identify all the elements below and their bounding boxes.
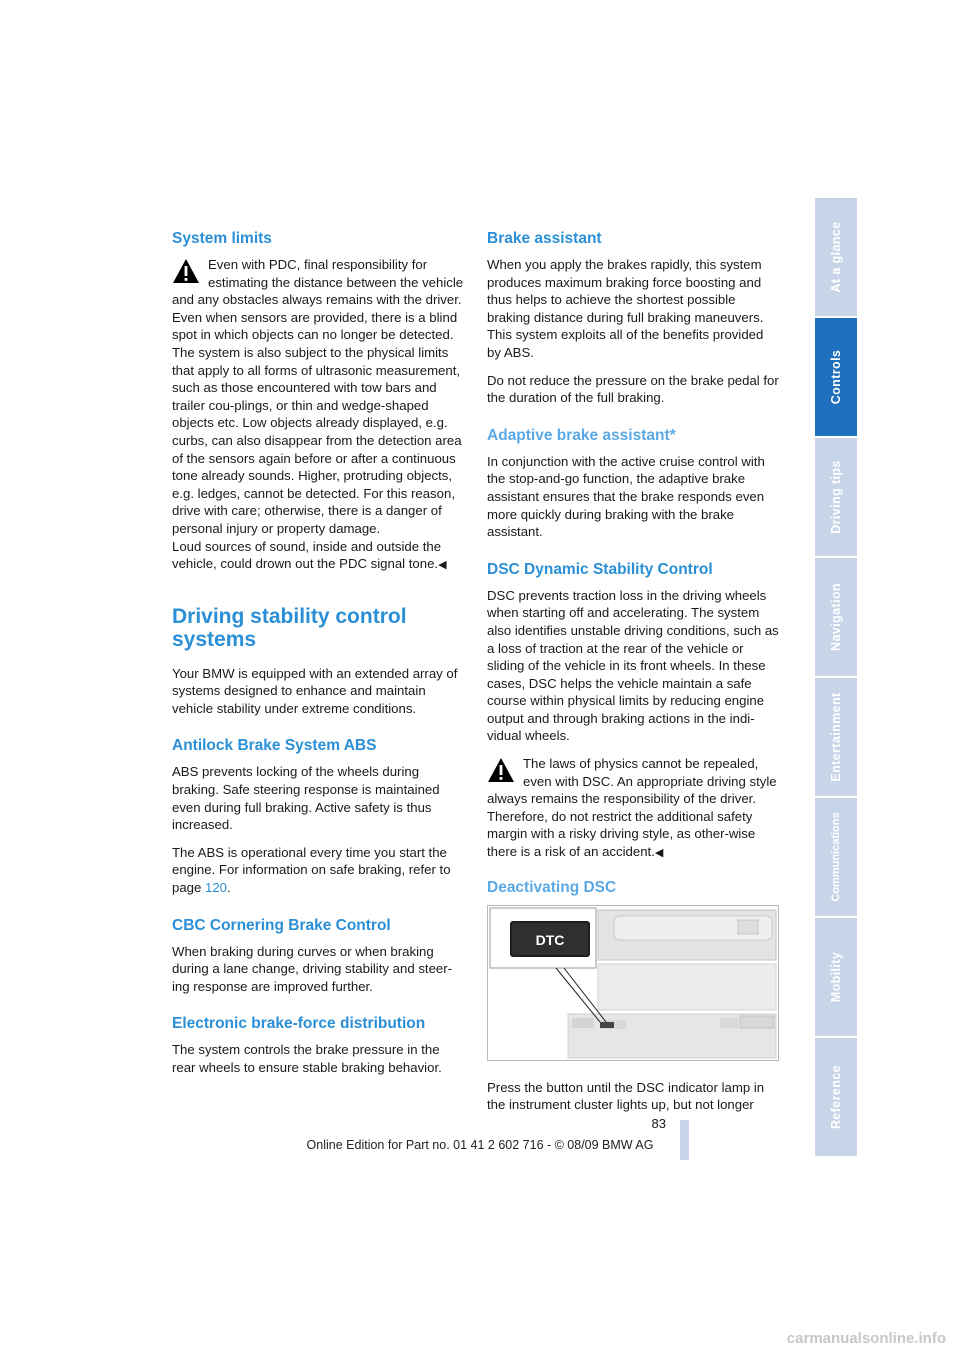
sidebar-tab-navigation[interactable]: [815, 558, 857, 676]
body-text: The system controls the brake pressure in the rear wheels to ensure stable braking behavior.: [172, 1042, 442, 1075]
adaptive-brake-assistant-heading: Adaptive brake assistant*: [487, 426, 676, 444]
abs-page-reference-paragraph: [172, 844, 464, 897]
page-number: 83: [651, 1116, 666, 1131]
dsc-heading: DSC Dynamic Stability Control: [487, 560, 713, 578]
body-text: In conjunction with the active cruise control with the stop-and-go function, the adaptive brake assistant ensures that the brake responds even more quickly during braking with the brake assistant.: [487, 453, 765, 540]
tab-label: At a glance: [829, 221, 843, 293]
warning-block-pdc: [172, 256, 464, 575]
end-mark: ◀: [654, 847, 664, 860]
tab-label: Entertainment: [829, 692, 843, 782]
ebd-heading: Electronic brake-force distribution: [172, 1015, 426, 1033]
watermark-text: carmanualsonline.info: [786, 1330, 946, 1347]
warning-block-dsc: [487, 755, 779, 863]
tab-label: Communications: [830, 812, 842, 902]
deactivating-dsc-heading: Deactivating DSC: [487, 878, 617, 896]
warning-text: The laws of physics cannot be repealed, even with DSC. An appropriate driving style always remains the responsibility of the driver. Therefore, do not restrict the additional safety margin with a risky driving style, as other-wise there is a risk of an accident.: [487, 756, 777, 860]
console-drawing: [488, 906, 778, 1060]
sidebar-tab-entertainment[interactable]: [815, 678, 857, 796]
end-mark: ◀: [438, 559, 447, 572]
tab-label: Reference: [829, 1064, 843, 1130]
tab-label: Navigation: [829, 583, 843, 651]
left-column: [172, 228, 464, 1087]
driving-stability-heading: Driving stability control systems: [172, 604, 407, 651]
tab-label: Driving tips: [829, 460, 843, 534]
body-text: Your BMW is equipped with an extended array of systems designed to enhance and maintain vehicle stability under extreme conditions.: [172, 665, 458, 716]
sidebar-tab-mobility[interactable]: [815, 918, 857, 1036]
warning-triangle-icon: [487, 757, 515, 783]
cbc-heading: CBC Cornering Brake Control: [172, 916, 391, 934]
chapter-sidebar: [815, 198, 857, 1160]
tab-label: Controls: [829, 349, 843, 405]
footer-edition-text: Online Edition for Part no. 01 41 2 602 716 - © 08/09 BMW AG: [306, 1138, 654, 1152]
tab-label: Mobility: [829, 951, 843, 1003]
abs-heading: Antilock Brake System ABS: [172, 737, 377, 755]
body-text: DSC prevents traction loss in the driving wheels when starting off and accelerating. The system also identifies unstable driving conditions, such as a loss of traction at the rear of the vehicle or sliding of the vehicle in its front wheels. In these cases, DSC helps the vehicle maintain a safe course within physical limits by reducing engine output and through braking actions in the indi-vidual wheels.: [487, 587, 779, 744]
warning-text-continued: Loud sources of sound, inside and outside the vehicle, could drown out the PDC signal tone.: [172, 538, 442, 572]
body-text: Press the button until the DSC indicator lamp in the instrument cluster lights up, but not longer: [487, 1079, 765, 1113]
sidebar-tab-communications[interactable]: [815, 798, 857, 916]
body-text: The ABS is operational every time you start the engine. For information on safe braking, refer to page: [172, 844, 451, 896]
system-limits-heading: System limits: [172, 230, 272, 247]
warning-text: Even with PDC, final responsibility for estimating the distance between the vehicle and any obstacles always remains with the driver. Even when sensors are provided, there is a blind spot in which objects can no longer be detected. The system is also subject to the physical limits that apply to all forms of ultrasonic measurement, such as those encountered with tow bars and trailer cou-plings, or thin and wedge-shaped objects etc. Low objects already displayed, e.g. curbs, can also disappear from the detection area of the sensors again before or after a continuous tone already sounds. Higher, protruding objects, e.g. ledges, cannot be detected. For this reason, drive with care; otherwise, there is a danger of personal injury or property damage.: [172, 257, 464, 536]
warning-triangle-icon: [172, 258, 200, 284]
sidebar-tab-at-a-glance[interactable]: [815, 198, 857, 316]
dtc-button-label: DTC: [535, 931, 565, 948]
brake-assistant-heading: Brake assistant: [487, 230, 602, 247]
body-text: ABS prevents locking of the wheels during braking. Safe steering response is maintained even during full braking. Active safety is thus increased.: [172, 764, 440, 833]
page-link[interactable]: 120: [205, 880, 228, 896]
period: .: [227, 880, 231, 896]
body-text: When you apply the brakes rapidly, this system produces maximum braking force boosting and thus helps to achieve the shortest possible braking distance during full braking maneuvers. This system exploits all of the benefits provided by ABS.: [487, 257, 764, 360]
dtc-button-illustration: [487, 905, 779, 1061]
right-column: [487, 228, 779, 1124]
sidebar-tab-controls[interactable]: [815, 318, 857, 436]
body-text: Do not reduce the pressure on the brake pedal for the duration of the full braking.: [487, 372, 779, 406]
sidebar-tab-driving-tips[interactable]: [815, 438, 857, 556]
body-text: When braking during curves or when braking during a lane change, driving stability and steer-ing response are improved further.: [172, 943, 453, 994]
